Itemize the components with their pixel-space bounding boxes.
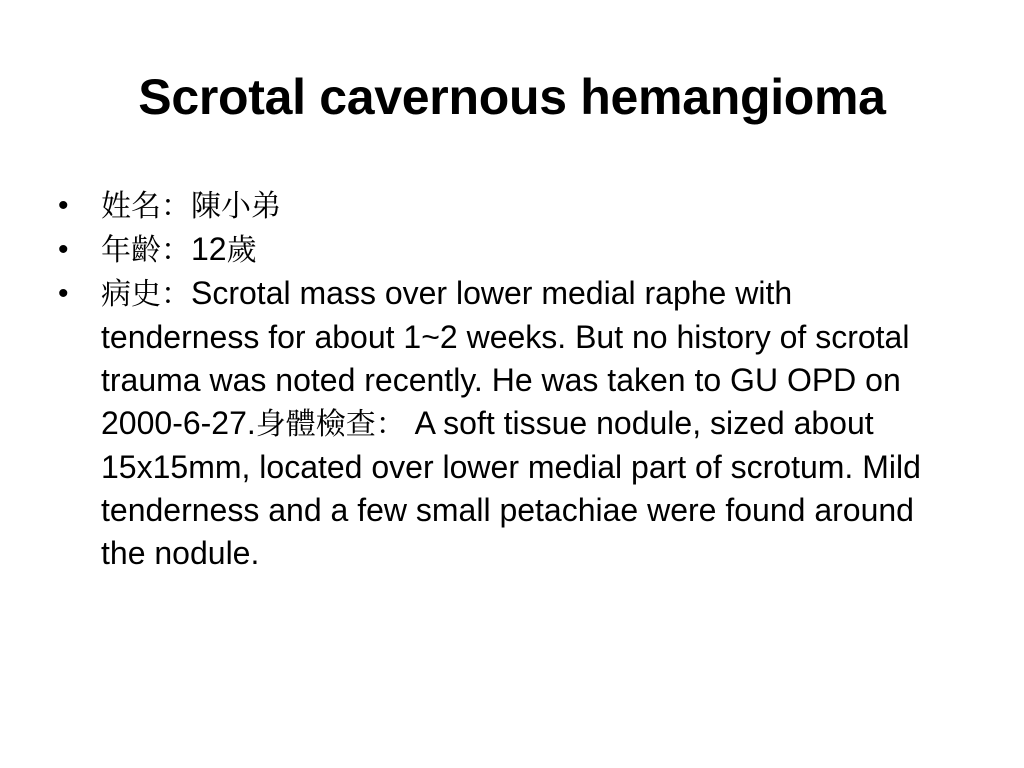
bullet-dot: • — [58, 233, 69, 266]
exam-label: 身體檢查： — [255, 407, 406, 442]
bullet-text — [101, 184, 958, 228]
exam-text: A soft tissue nodule, sized about 15x15mm, located over lower medial part of scrotum. Mild tenderness and a few small petachiae were found around the nodule. — [101, 405, 921, 571]
bullet-text — [101, 272, 958, 575]
bullet-history — [58, 272, 958, 575]
history-text: Scrotal mass over lower medial raphe with tenderness for about 1~2 weeks. But no history of scrotal trauma was noted recently. He was taken to GU OPD on 2000-6-27. — [101, 275, 910, 441]
name-value: 陳小弟 — [191, 189, 281, 224]
age-suffix: 歲 — [226, 233, 257, 268]
bullet-dot: • — [58, 277, 69, 310]
bullet-name — [58, 184, 958, 228]
bullet-list — [58, 184, 958, 575]
name-label: 姓名： — [101, 189, 191, 224]
history-label: 病史： — [101, 277, 191, 312]
bullet-text — [101, 228, 958, 272]
age-label: 年齡： — [101, 233, 191, 268]
bullet-dot: • — [58, 189, 69, 222]
slide-title: Scrotal cavernous hemangioma — [138, 69, 886, 125]
age-value: 12 — [191, 231, 227, 267]
bullet-age — [58, 228, 958, 272]
